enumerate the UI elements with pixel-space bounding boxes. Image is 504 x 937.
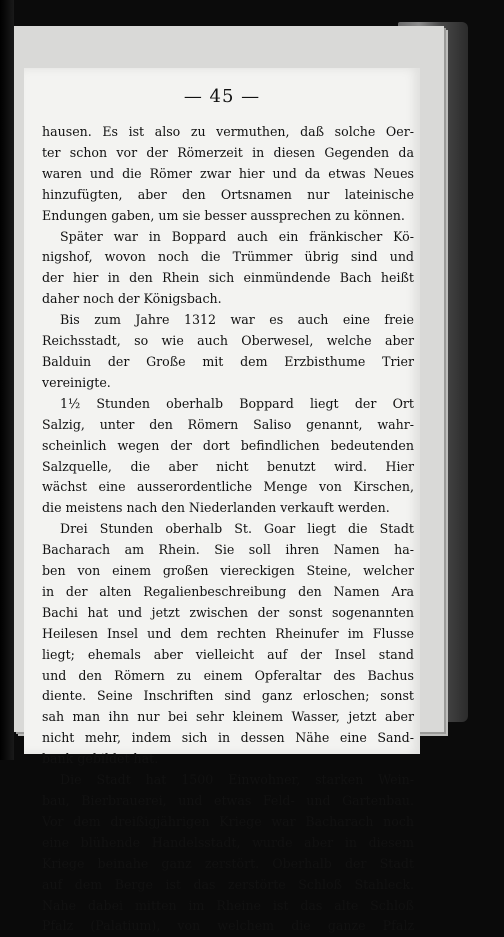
text-line: auf dem Berge ist das zerstörte Schloß Stahleck.: [42, 876, 414, 892]
text-line: Balduin der Große mit dem Erzbisthume Trier: [42, 353, 414, 369]
text-line: ter schon vor der Römerzeit in diesen Gegenden da: [42, 144, 414, 160]
text-line: Bachi hat und jetzt zwischen der sonst sogenannten: [42, 604, 414, 620]
book-page: [24, 68, 420, 934]
text-line: Pfalz (Palatium), von welchem die ganze Pfalz: [42, 918, 414, 934]
text-line: Die Stadt hat 1500 Einwohner, starken Wein-: [60, 772, 414, 788]
text-line: Reichsstadt, so wie auch Oberwesel, welche aber: [42, 333, 414, 349]
text-line: waren und die Römer zwar hier und da etwas Neues: [42, 165, 414, 181]
text-line: eine blühende Handelsstadt, wurde aber in diesem: [42, 834, 414, 850]
text-line: Salzquelle, die aber nicht benutzt wird. Hier: [42, 458, 414, 474]
page-body-text: [42, 122, 414, 937]
text-line: wächst eine ausserordentliche Menge von Kirschen,: [42, 479, 414, 495]
text-line: nigshof, wovon noch die Trümmer übrig sind und: [42, 249, 414, 265]
text-line: Vor dem dreißigjährigen Kriege war Bacharach noch: [42, 813, 414, 829]
text-line: scheinlich wegen der dort befindlichen bedeutenden: [42, 437, 414, 453]
text-line: Kriege beinahe ganz zerstört. Oberhalb der Stadt: [42, 855, 414, 871]
text-line: bau, Bierbrauerei, und etwas Feld- und Gartenbau.: [42, 793, 414, 808]
page-stack: [14, 26, 444, 934]
text-line: die meistens nach den Niederlanden verkauft werden.: [42, 500, 390, 516]
text-line: daher noch der Königsbach.: [42, 291, 222, 307]
text-line: Bacharach am Rhein. Sie soll ihren Namen ha-: [42, 542, 414, 558]
text-line: Drei Stunden oberhalb St. Goar liegt die Stadt: [60, 521, 414, 537]
text-line: hinzufügten, aber den Ortsnamen nur lateinische: [42, 186, 414, 202]
text-line: Nahe dabei mitten im Rheine ist das alte Schloß: [42, 897, 414, 913]
text-line: Salzig, unter den Römern Saliso genannt, wahr-: [42, 416, 414, 432]
text-line: diente. Seine Inschriften sind ganz erloschen; sonst: [42, 688, 414, 704]
book-spine-shadow: [0, 0, 14, 760]
text-line: Später war in Boppard auch ein fränkischer Kö-: [60, 228, 414, 244]
text-line: sah man ihn nur bei sehr kleinem Wasser, jetzt aber: [42, 709, 414, 725]
text-line: hausen. Es ist also zu vermuthen, daß solche Oer-: [42, 124, 414, 139]
text-line: nicht mehr, indem sich in dessen Nähe eine Sand-: [42, 730, 414, 746]
text-line: liegt; ehemals aber vielleicht auf der Insel stand: [42, 646, 414, 662]
text-line: der hier in den Rhein sich einmündende Bach heißt: [42, 270, 414, 286]
text-line: vereinigte.: [42, 374, 111, 390]
text-line: Bis zum Jahre 1312 war es auch eine freie: [60, 312, 414, 328]
text-line: in der alten Regalienbeschreibung den Namen Ara: [42, 583, 414, 599]
text-line: ben von einem großen viereckigen Steine, welcher: [42, 563, 414, 579]
text-line: bank gebildet hat.: [42, 751, 159, 767]
text-line: Endungen gaben, um sie besser aussprechen zu können.: [42, 207, 405, 223]
text-line: 1½ Stunden oberhalb Boppard liegt der Ort: [60, 395, 414, 411]
text-line: Heilesen Insel und dem rechten Rheinufer im Flusse: [42, 625, 414, 641]
page-number: — 45 —: [183, 86, 261, 107]
text-line: und den Römern zu einem Opferaltar des Bachus: [42, 667, 414, 683]
